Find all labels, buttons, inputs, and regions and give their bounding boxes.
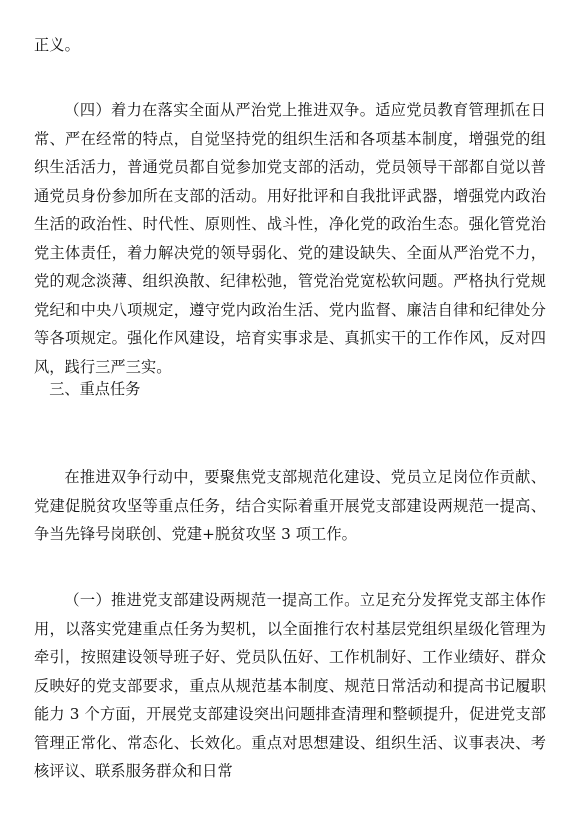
paragraph-section-four: （四）着力在落实全面从严治党上推进双争。适应党员教育管理抓在日常、严在经常的特点，自觉坚持党的组织生活和各项基本制度，增强党的组织生活活力，普通党员都自觉参加党支部的活动，党员领导干部都自觉以普通党员身份参加所在支部的活动。用好批评和自我批评武器，增强党内政治生活的政治性、时代性、原则性、战斗性，净化党的政治生态。强化管党治党主体责任，着力解决党的领导弱化、党的建设缺失、全面从严治党不力，党的观念淡薄、组织涣散、纪律松弛，管党治党宽松软问题。严格执行党规党纪和中央八项规定，遵守党内政治生活、党内监督、廉洁自律和纪律处分等各项规定。强化作风建设，培育实事求是、真抓实干的工作作风，反对四风，践行三严三实。: [34, 101, 546, 376]
paragraph-key-tasks-intro: 在推进双争行动中，要聚焦党支部规范化建设、党员立足岗位作贡献、党建促脱贫攻坚等重点任务，结合实际着重开展党支部建设两规范一提高、争当先锋号岗联创、党建+脱贫攻坚 3 项工作。: [34, 468, 546, 543]
paragraph-ending: 正义。: [34, 36, 80, 54]
section-heading: 三、重点任务: [49, 380, 141, 398]
paragraph-task-one: （一）推进党支部建设两规范一提高工作。立足充分发挥党支部主体作用，以落实党建重点任务为契机，以全面推行农村基层党组织星级化管理为牵引，按照建设领导班子好、党员队伍好、工作机制好、工作业绩好、群众反映好的党支部要求，重点从规范基本制度、规范日常活动和提高书记履职能力 3 个方面，开展党支部建设突出问题排查清理和整顿提升，促进党支部管理正常化、常态化、长效化。重点对思想建设、组织生活、议事表决、考核评议、联系服务群众和日常: [34, 591, 546, 780]
